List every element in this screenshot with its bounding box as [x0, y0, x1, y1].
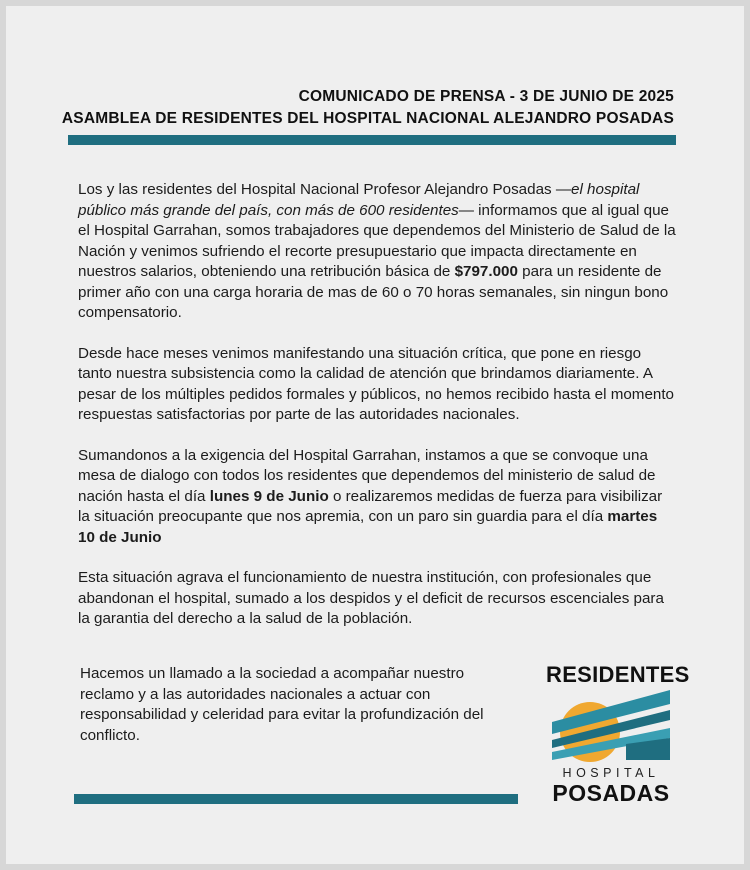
deadline-date: lunes 9 de Junio	[209, 487, 329, 505]
paragraph-3: Sumandonos a la exigencia del Hospital Garrahan, instamos a que se convoque una mesa de dialogo con todos los residentes que dependemos del ministerio de salud de nación hasta el día lunes 9 de Junio o realizaremos medidas de fuerza para visibilizar la situación preocupante que nos apremia, con un paro sin guardia para el día martes 10 de Junio	[78, 446, 663, 546]
footer-divider-bar	[74, 794, 518, 804]
paragraph-2: Desde hace meses venimos manifestando una situación crítica, que pone en riesgo tanto nuestra subsistencia como la calidad de atención que brindamos diariamente. A pesar de los múltiples pedidos formales y públicos, no hemos recibido hasta el momento respuestas satisfactorias por parte de las autoridades nacionales.	[78, 344, 674, 423]
press-release-header	[62, 86, 674, 130]
hospital-logo-icon	[552, 690, 670, 764]
residentes-posadas-logo	[546, 660, 690, 810]
logo-name: POSADAS	[552, 780, 670, 806]
emphasis-text: el hospital público más grande del país, con más de 600 residentes	[78, 181, 640, 219]
strike-date: martes 10 de Junio	[78, 508, 658, 546]
header-subtitle: ASAMBLEA DE RESIDENTES DEL HOSPITAL NACIONAL ALEJANDRO POSADAS	[61, 110, 674, 127]
paragraph-4: Esta situación agrava el funcionamiento de nuestra institución, con profesionales que abandonan el hospital, sumado a los despidos y el deficit de recursos escenciales para la garantia del derecho a la salud de la población.	[78, 569, 664, 627]
logo-subtitle: HOSPITAL	[562, 766, 660, 780]
press-release-body	[78, 180, 678, 650]
paragraph-1: Los y las residentes del Hospital Nacional Profesor Alejandro Posadas —el hospital público más grande del país, con más de 600 residentes— informamos que al igual que el Hospital Garrahan, somos trabajadores que dependemos del Ministerio de Salud de la Nación y venimos sufriendo el recorte presupuestario que impacta directamente en nuestros salarios, obteniendo una retribución básica de $797.000 para un residente de primer año con una carga horaria de mas de 60 o 70 horas semanales, sin ningun bono compensatorio.	[78, 181, 676, 321]
salary-amount: $797.000	[454, 263, 518, 280]
header-title: COMUNICADO DE PRENSA - 3 DE JUNIO DE 2025	[298, 88, 674, 105]
paragraph-5: Hacemos un llamado a la sociedad a acompañar nuestro reclamo y a las autoridades nacionales a actuar con responsabilidad y celeridad para evitar la profundización del conflicto.	[80, 665, 484, 744]
header-divider-bar	[68, 135, 676, 145]
logo-title: RESIDENTES	[546, 662, 690, 687]
